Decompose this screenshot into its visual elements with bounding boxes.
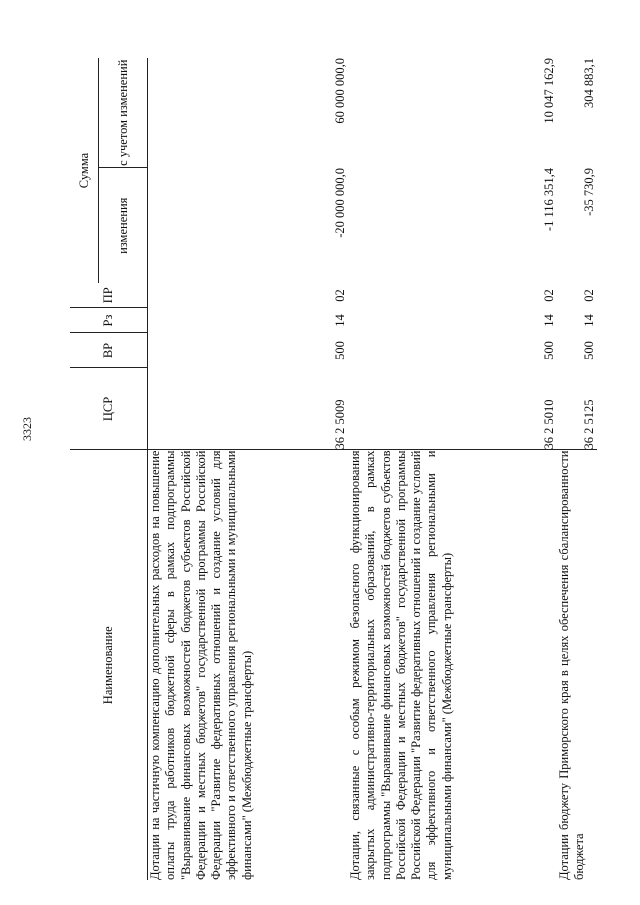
- row-vr: 500: [333, 341, 347, 360]
- row-changes: -1 116 351,4: [542, 168, 556, 232]
- row-name: Дотации, связанные с особым режимом безопасного функционирования закрытых административно-территориальных образований, в рамках подпрограммы "Выравнивание финансовых возможностей бюджетов субъектов Российской Федерации и местных бюджетов" государственной программы Российской Федерации "Развитие федеративных отношений и создание условий для эффективного и ответственного управления региональными и муниципальными финансами" (Межбюджетные трансферты): [348, 450, 557, 880]
- header-rz: Рз: [70, 308, 148, 333]
- row-vr: 500: [542, 341, 556, 360]
- row-name: Дотации бюджету Приморского края в целях обеспечения сбалансированности бюджета: [557, 450, 597, 880]
- row-csr: 36 2 5010: [542, 399, 556, 450]
- header-pr: ПР: [70, 283, 148, 308]
- row-csr: 36 2 5125: [582, 399, 596, 450]
- row-csr: 36 2 5009: [333, 399, 347, 450]
- table-row: [557, 58, 597, 880]
- row-rz: 14: [582, 314, 596, 327]
- header-changes: изменения: [99, 168, 148, 283]
- row-pr: 02: [542, 289, 556, 302]
- row-pr: 02: [582, 289, 596, 302]
- row-changes: -35 730,9: [582, 168, 596, 216]
- row-rz: 14: [542, 314, 556, 327]
- header-vr: ВР: [70, 333, 148, 368]
- row-with-changes: 10 047 162,9: [542, 58, 556, 124]
- rotated-document-sheet: [70, 58, 600, 880]
- row-with-changes: 304 883,1: [582, 58, 596, 108]
- row-name: Дотации на частичную компенсацию дополнительных расходов на повышение оплаты труда работников бюджетной сферы в рамках подпрограммы "Выравнивание финансовых возможностей бюджетов субъектов Российской Федерации и местных бюджетов" государственной программы Российской Федерации "Развитие федеративных отношений и создание условий для эффективного и ответственного управления региональными и муниципальными финансами" (Межбюджетные трансферты): [148, 450, 349, 880]
- header-sum: Сумма: [70, 58, 99, 283]
- table-row: [348, 58, 557, 880]
- header-name: Наименование: [70, 450, 148, 880]
- row-with-changes: 60 000 000,0: [333, 58, 347, 124]
- budget-table: [70, 58, 597, 880]
- table-body: [148, 58, 598, 880]
- row-rz: 14: [333, 314, 347, 327]
- header-csr: ЦСР: [70, 368, 148, 450]
- page-number: 3323: [20, 417, 34, 441]
- row-pr: 02: [333, 289, 347, 302]
- table-row: [148, 58, 349, 880]
- header-with-changes: с учетом изменений: [99, 58, 148, 168]
- table-header: [70, 58, 148, 880]
- row-changes: -20 000 000,0: [333, 168, 347, 238]
- row-vr: 500: [582, 341, 596, 360]
